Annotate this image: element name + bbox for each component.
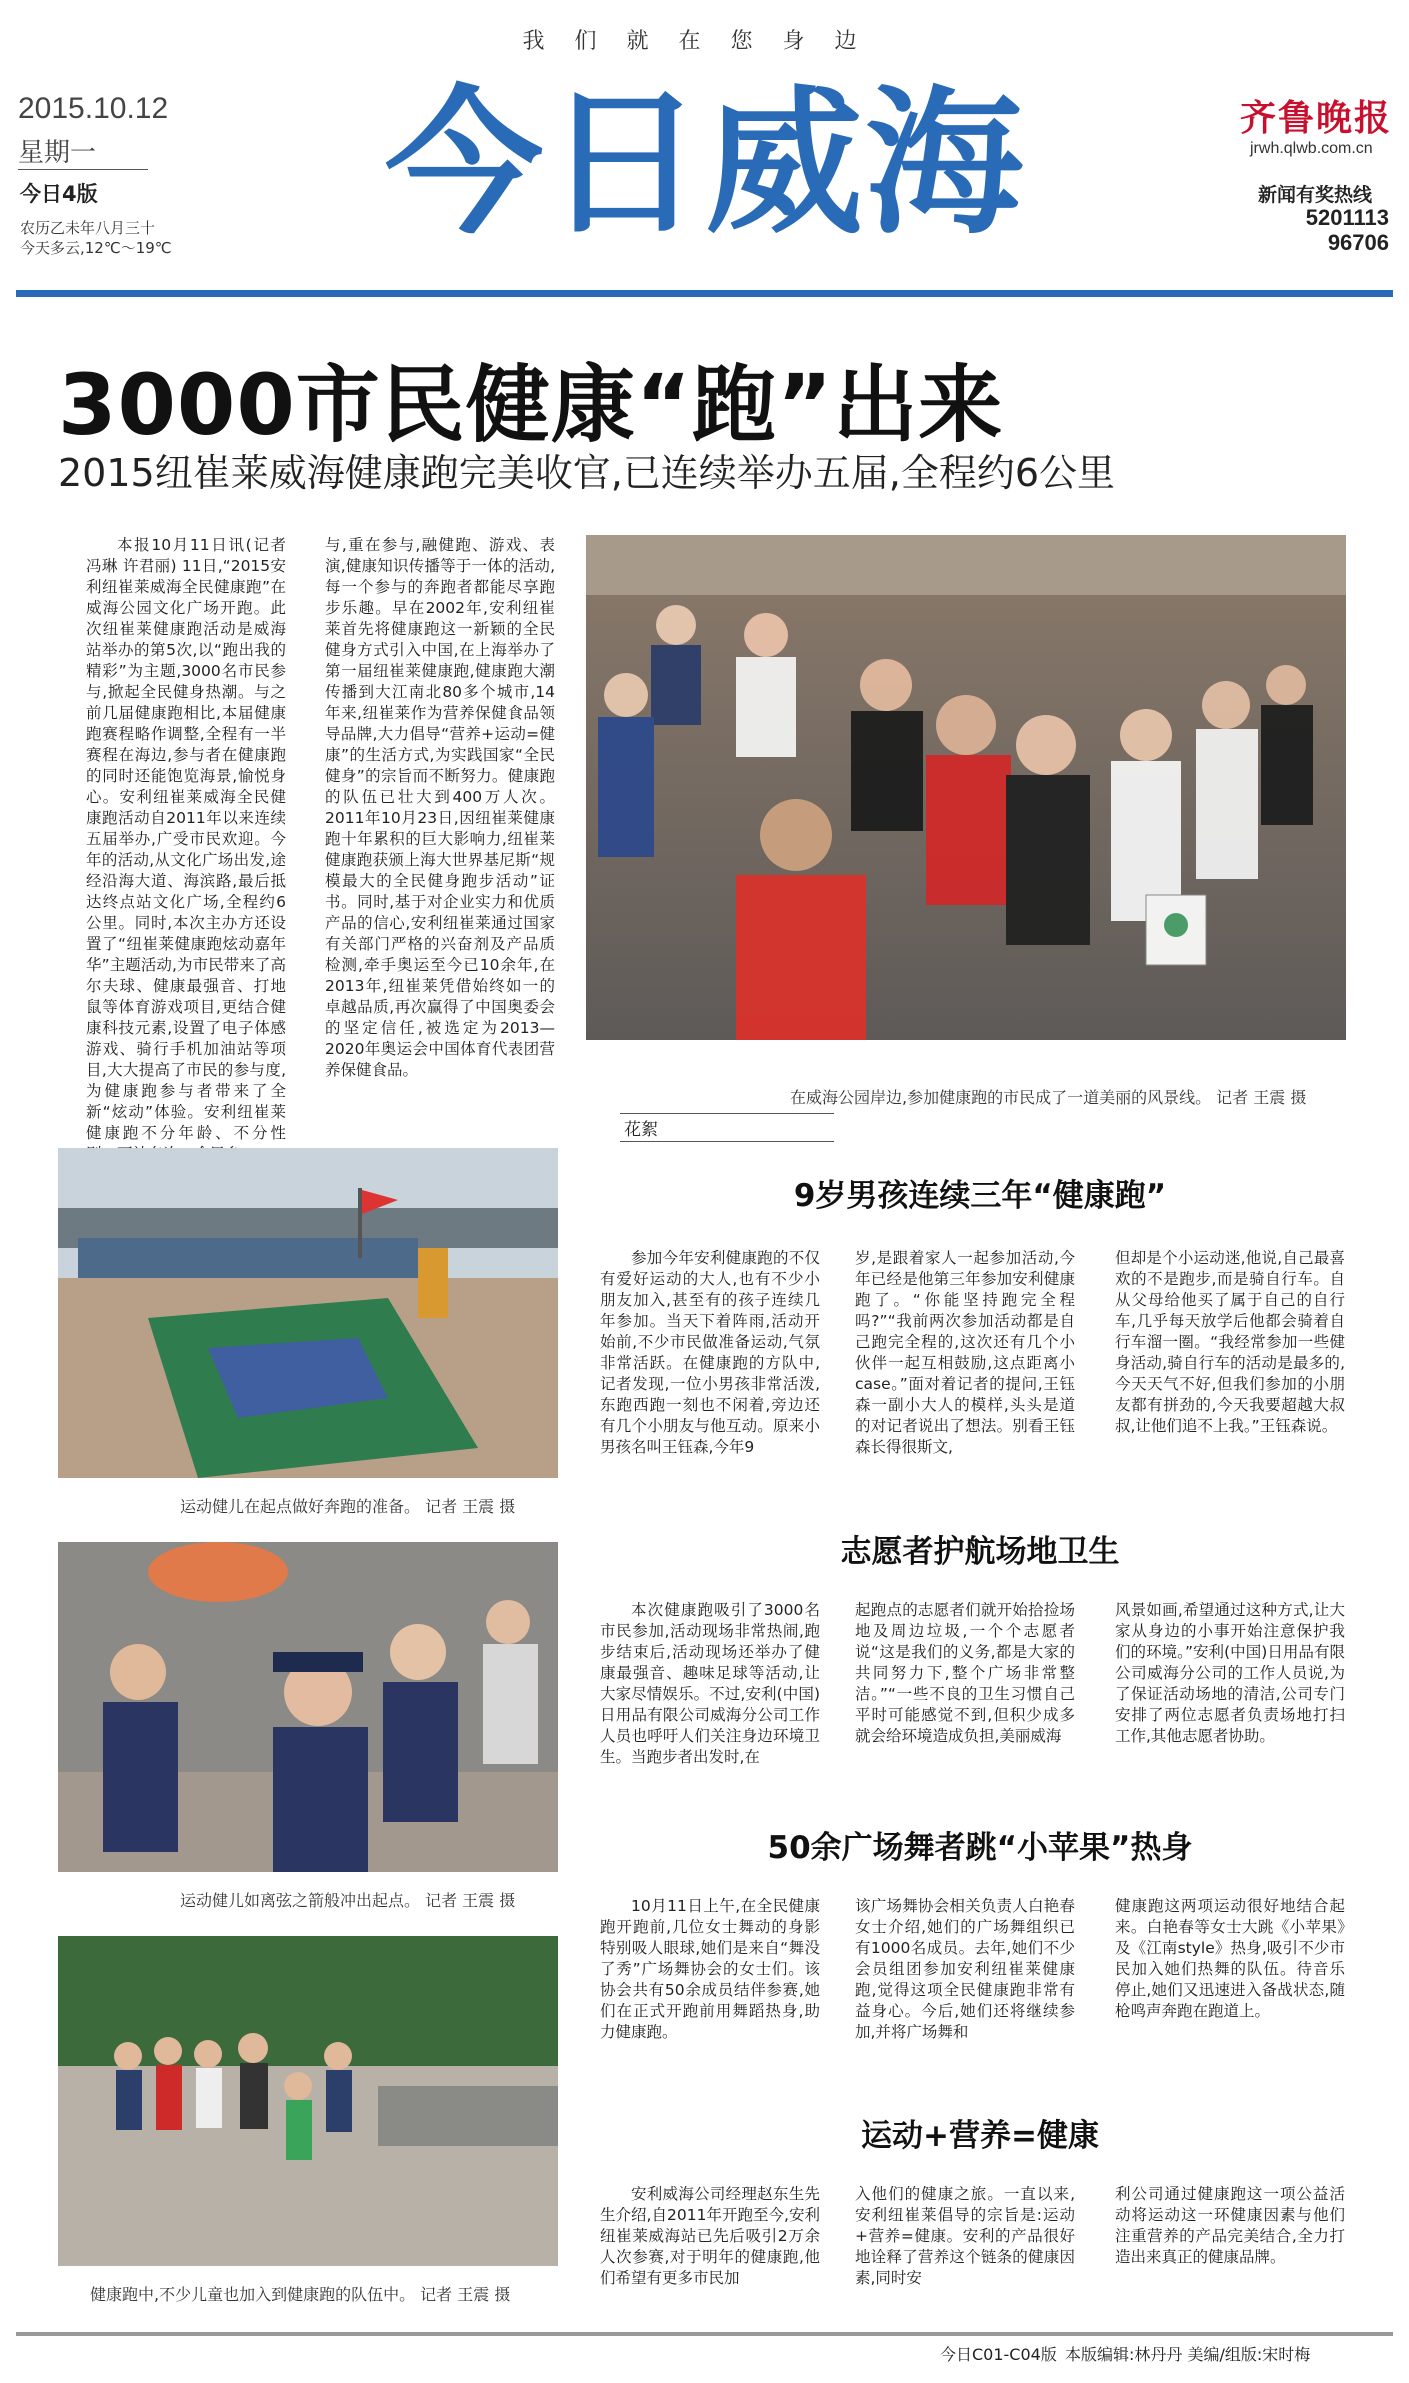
photo-children-run-caption: 健康跑中,不少儿童也加入到健康跑的队伍中。 记者 王震 摄 (90, 2285, 511, 2304)
issue-weekday: 星期一 (18, 132, 148, 170)
hotline-number-1: 5201113 (1305, 205, 1389, 230)
masthead-slogan: 我们就在您身边 (522, 29, 887, 54)
section-text: 安利威海公司经理赵东生先生介绍,自2011年开跑至今,安利纽崔莱威海站已先后吸引2万余人次参赛,对于明年的健康跑,他们希望有更多市民加 (600, 2185, 820, 2287)
section-title-boy: 9岁男孩连续三年“健康跑” (793, 1178, 1167, 1214)
section-volunteers-col-1 (600, 1600, 820, 1800)
section-text: 起跑点的志愿者们就开始拾捡场地及周边垃圾,一个个志愿者说“这是我们的义务,都是大家的共同努力下,整个广场非常整洁。”“一些不良的卫生习惯自己平时可能感觉不到,但积少成多就会给环境造成负担,美丽威海 (855, 1601, 1075, 1745)
section-title-volunteers: 志愿者护航场地卫生 (840, 1534, 1120, 1570)
main-photo (586, 535, 1346, 1040)
section-volunteers-col-3 (1115, 1600, 1345, 1800)
issue-date: 2015.10.12 (18, 92, 169, 125)
lead-article-column-1 (86, 535, 286, 1142)
footer-editors: 本版编辑:林丹丹 美编/组版:宋时梅 (1065, 2345, 1311, 2364)
section-boy-col-1 (600, 1248, 820, 1488)
lead-article-text: 与,重在参与,融健跑、游戏、表演,健康知识传播等于一体的活动,每一个参与的奔跑者都能尽享跑步乐趣。早在2002年,安利纽崔莱首先将健康跑这一新颖的全民健身方式引入中国,在上海举办了第一届纽崔莱健康跑,健康跑大潮传播到大江南北80多个城市,14年来,纽崔莱作为营养保健食品领导品牌,大力倡导“营养+运动=健康”的生活方式,为实践国家“全民健身”的宗旨而不断努力。健康跑的队伍已壮大到400万人次。2011年10月23日,因纽崔莱健康跑十年累积的巨大影响力,纽崔莱健康跑获颁上海大世界基尼斯“规模最大的全民健身跑步活动”证书。同时,基于对企业实力和优质产品的信心,安利纽崔莱通过国家有关部门严格的兴奋剂及产品质检测,牵手奥运至今已10余年,在2013年,纽崔莱凭借始终如一的卓越品质,再次赢得了中国奥委会的坚定信任,被选定为2013—2020年奥运会中国体育代表团营养保健食品。 (325, 536, 555, 1079)
section-text: 该广场舞协会相关负责人白艳春女士介绍,她们的广场舞组织已有1000名成员。去年,她们不少会员组团参加安利纽崔莱健康跑,觉得这项全民健康跑非常有益身心。今后,她们还将继续参加,并将广场舞和 (855, 1897, 1075, 2041)
photo-runners-start-caption: 运动健儿如离弦之箭般冲出起点。 记者 王震 摄 (180, 1891, 516, 1910)
section-text: 风景如画,希望通过这种方式,让大家从身边的小事开始注意保护我们的环境。”安利(中国)日用品有限公司威海分公司的工作人员说,为了保证活动场地的清洁,公司专门安排了两位志愿者负责场地打扫工作,其他志愿者协助。 (1115, 1601, 1345, 1745)
section-text: 但却是个小运动迷,他说,自己最喜欢的不是跑步,而是骑自行车。自从父母给他买了属于自己的自行车,几乎每天放学后他都会骑着自行车溜一圈。“我经常参加一些健身活动,骑自行车的活动是最多的,今天天气不好,但我们参加的小朋友都有拼劲的,今天我要超越大叔叔,让他们追不上我。”王钰森说。 (1115, 1249, 1345, 1435)
section-text: 岁,是跟着家人一起参加活动,今年已经是他第三年参加安利健康跑了。“你能坚持跑完全程吗?”“我前两次参加活动都是自己跑完全程的,这次还有几个小伙伴一起互相鼓励,这点距离小case。”面对着记者的提问,王钰森一副小大人的模样,头头是道的对记者说出了想法。别看王钰森长得很斯文, (855, 1249, 1075, 1456)
section-dancers-col-1 (600, 1896, 820, 2076)
main-subheadline: 2015纽崔莱威海健康跑完美收官,已连续举办五届,全程约6公里 (58, 451, 1116, 495)
footer-pages: 今日C01-C04版 (940, 2345, 1057, 2364)
lead-article-text: 本报10月11日讯(记者 冯琳 许君丽) 11日,“2015安利纽崔莱威海全民健康跑”在威海公园文化广场开跑。此次纽崔莱健康跑活动是威海站举办的第5次,以“跑出我的精彩”为主题,3000名市民参与,掀起全民健身热潮。与之前几届健康跑相比,本届健康跑赛程略作调整,全程有一半赛程在海边,参与者在健康跑的同时还能饱览海景,愉悦身心。安利纽崔莱威海全民健康跑活动自2011年以来连续五届举办,广受市民欢迎。今年的活动,从文化广场出发,途经沿海大道、海滨路,最后抵达终点站文化广场,全程约6公里。同时,本次主办方还设置了“纽崔莱健康跑炫动嘉年华”主题活动,为市民带来了高尔夫球、健康最强音、打地鼠等体育游戏项目,更结合健康科技元素,设置了电子体感游戏、骑行手机加油站等项目,大大提高了市民的参与度,为健康跑参与者带来了全新“炫动”体验。安利纽崔莱健康跑不分年龄、不分性 (86, 536, 286, 1142)
brand-logo: 齐鲁晚报 (1240, 97, 1393, 139)
newspaper-title-logo (350, 70, 1060, 256)
section-text: 本次健康跑吸引了3000名市民参加,活动现场非常热闹,跑步结束后,活动现场还举办了健康最强音、趣味足球等活动,让大家尽情娱乐。不过,安利(中国)日用品有限公司威海分公司工作人员也呼吁人们关注身边环境卫生。当跑步者出发时,在 (600, 1601, 820, 1766)
section-text: 健康跑这两项运动很好地结合起来。白艳春等女士大跳《小苹果》及《江南style》热身,吸引不少市民加入她们热舞的队伍。待音乐停止,她们又迅速进入备战状态,随枪鸣声奔跑在跑道上。 (1115, 1897, 1345, 2020)
hotline-number-2: 96706 (1327, 230, 1389, 255)
masthead-divider (16, 290, 1393, 297)
section-volunteers-col-2 (855, 1600, 1075, 1800)
photo-runners-start (58, 1542, 558, 1872)
photo-start-line (58, 1148, 558, 1478)
section-boy-col-2 (855, 1248, 1075, 1488)
main-photo-caption: 在威海公园岸边,参加健康跑的市民成了一道美丽的风景线。 记者 王震 摄 (790, 1088, 1307, 1107)
section-text: 参加今年安利健康跑的不仅有爱好运动的大人,也有不少小朋友加入,甚至有的孩子连续几年参加。当天下着阵雨,活动开始前,不少市民做准备运动,气氛非常活跃。在健康跑的方队中,记者发现,一位小男孩非常活泼,东跑西跑一刻也不闲着,旁边还有几个小朋友与他互动。原来小男孩名叫王钰森,今年9 (600, 1249, 820, 1456)
section-nutrition-col-2 (855, 2184, 1075, 2314)
section-title-nutrition: 运动+营养=健康 (861, 2118, 1099, 2154)
lead-article-column-2 (325, 535, 555, 1090)
weather-info: 今天多云,12℃～19℃ (20, 239, 172, 257)
section-text: 10月11日上午,在全民健康跑开跑前,几位女士舞动的身影特别吸人眼球,她们是来自“舞没了秀”广场舞协会的女士们。该协会共有50余成员结伴参赛,她们在正式开跑前用舞蹈热身,助力健康跑。 (600, 1897, 820, 2041)
section-text: 入他们的健康之旅。一直以来,安利纽崔莱倡导的宗旨是:运动+营养=健康。安利的产品很好地诠释了营养这个链条的健康因素,同时安 (855, 2185, 1075, 2287)
section-text: 利公司通过健康跑这一项公益活动将运动这一环健康因素与他们注重营养的产品完美结合,全力打造出来真正的健康品牌。 (1115, 2185, 1345, 2266)
edition-label: 今日4版 (20, 182, 98, 206)
section-dancers-col-3 (1115, 1896, 1345, 2076)
section-boy-col-3 (1115, 1248, 1345, 1488)
section-nutrition-col-1 (600, 2184, 820, 2314)
section-dancers-col-2 (855, 1896, 1075, 2076)
newspaper-title: 今日威海 (385, 72, 1025, 256)
footer-divider (16, 2332, 1393, 2336)
brand-url: jrwh.qlwb.com.cn (1250, 140, 1373, 157)
photo-children-run (58, 1936, 558, 2266)
lunar-date: 农历乙未年八月三十 (20, 219, 156, 237)
section-title-dancers: 50余广场舞者跳“小苹果”热身 (767, 1830, 1193, 1866)
section-tag: 花絮 (620, 1113, 834, 1142)
photo-start-line-caption: 运动健儿在起点做好奔跑的准备。 记者 王震 摄 (180, 1497, 516, 1516)
main-headline: 3000市民健康“跑”出来 (58, 356, 1004, 454)
hotline-label: 新闻有奖热线 (1258, 184, 1373, 206)
section-nutrition-col-3 (1115, 2184, 1345, 2314)
